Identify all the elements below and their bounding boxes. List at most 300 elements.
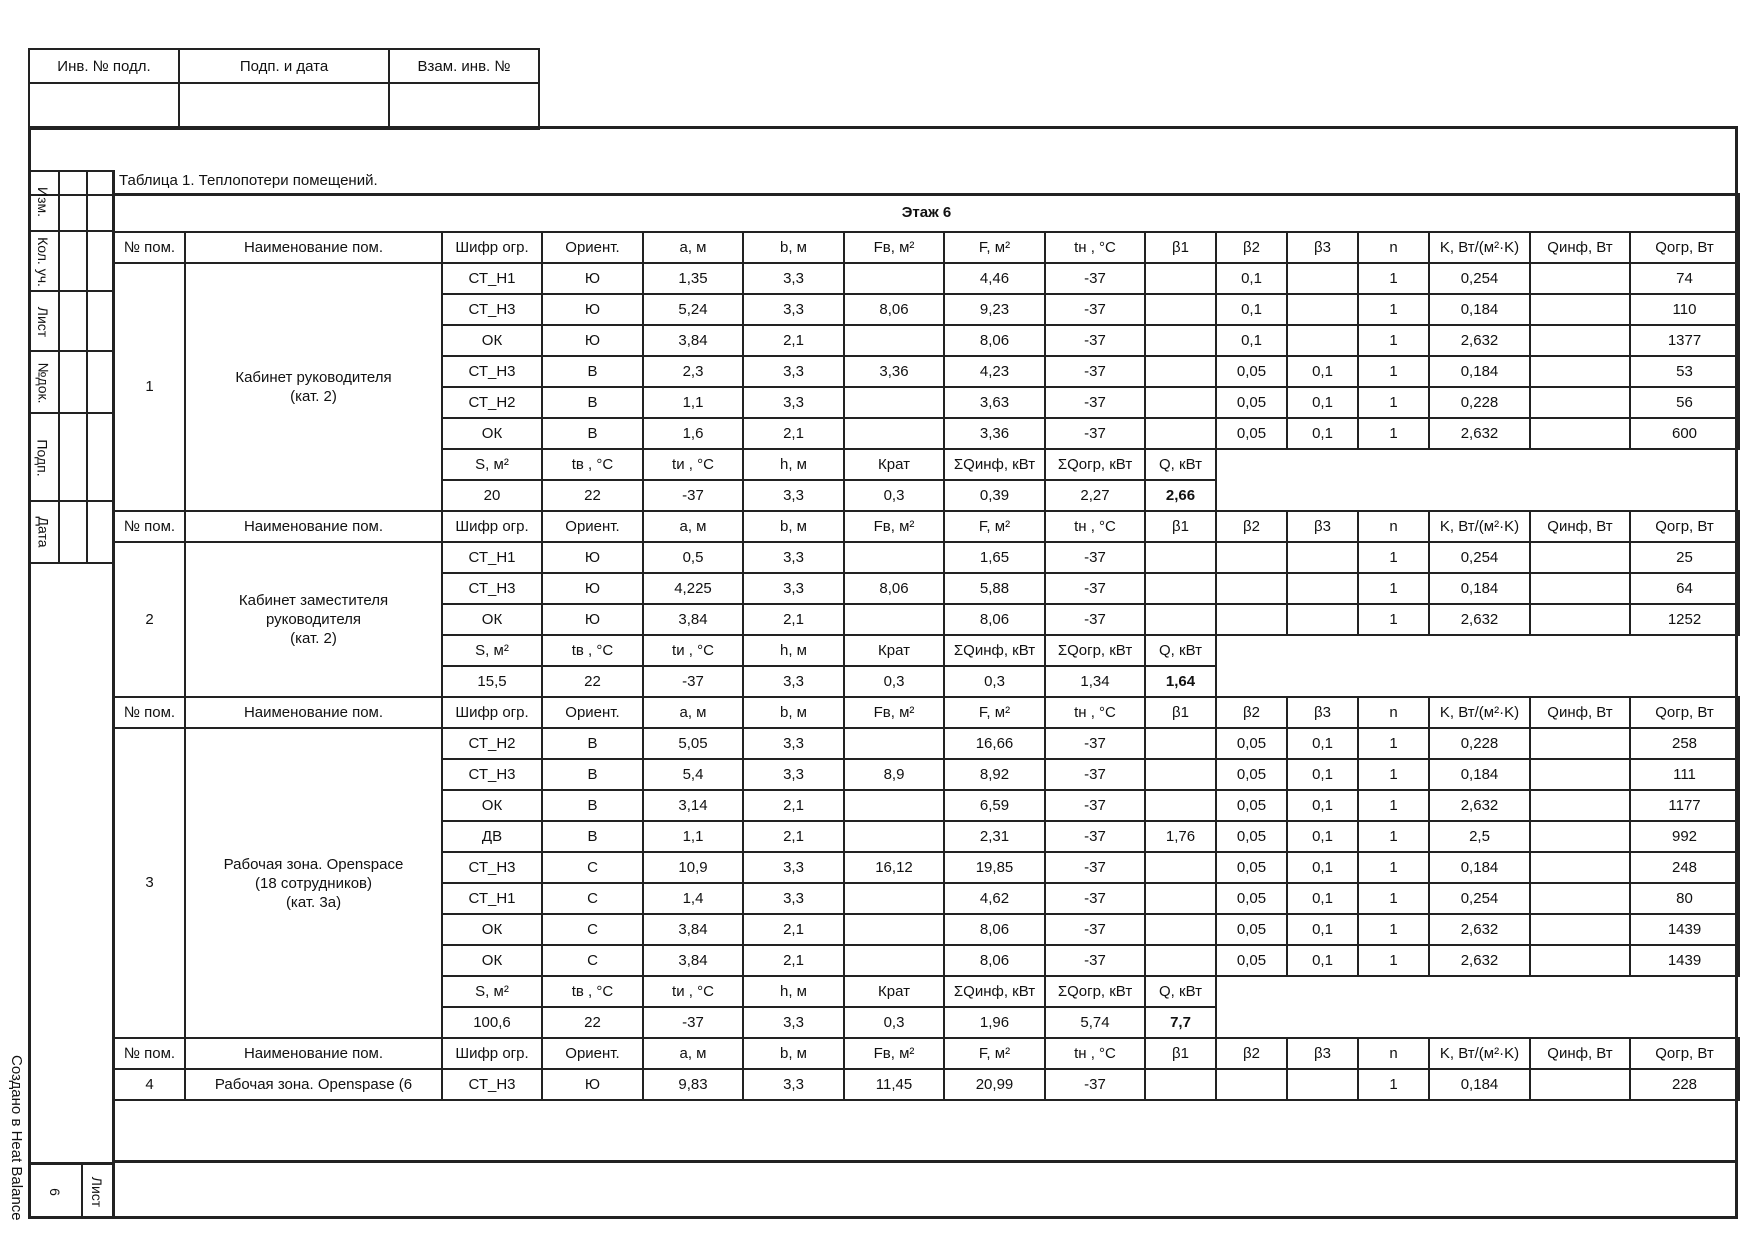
table-cell: -37 xyxy=(1045,759,1145,790)
total-heat-loss: 2,66 xyxy=(1145,480,1216,511)
table-cell: -37 xyxy=(1045,945,1145,976)
column-header: n xyxy=(1358,1038,1429,1069)
heat-loss-table xyxy=(113,193,1740,1101)
table-cell xyxy=(1287,1069,1358,1100)
table-cell: -37 xyxy=(1045,573,1145,604)
table-cell: 2,1 xyxy=(743,914,844,945)
table-cell: 0,05 xyxy=(1216,387,1287,418)
table-cell: 2,1 xyxy=(743,604,844,635)
table-cell: 1177 xyxy=(1630,790,1739,821)
column-header: Ориент. xyxy=(542,511,643,542)
table-cell xyxy=(1145,790,1216,821)
table-cell: -37 xyxy=(1045,790,1145,821)
table-cell: Ю xyxy=(542,542,643,573)
column-header: β2 xyxy=(1216,1038,1287,1069)
table-cell: 1377 xyxy=(1630,325,1739,356)
table-cell: 8,06 xyxy=(844,294,944,325)
column-header: F, м² xyxy=(944,511,1045,542)
table-cell: 2,1 xyxy=(743,945,844,976)
column-header: Ориент. xyxy=(542,232,643,263)
summary-header: h, м xyxy=(743,976,844,1007)
summary-header: ΣQинф, кВт xyxy=(944,635,1045,666)
column-header: Qогр, Вт xyxy=(1630,232,1739,263)
table-cell: 0,1 xyxy=(1287,821,1358,852)
table-cell xyxy=(844,821,944,852)
table-cell xyxy=(1287,263,1358,294)
table-cell: С xyxy=(542,852,643,883)
table-cell: 2,1 xyxy=(743,418,844,449)
table-cell: В xyxy=(542,821,643,852)
table-cell: 5,88 xyxy=(944,573,1045,604)
table-cell: 3,84 xyxy=(643,325,743,356)
table-cell xyxy=(844,914,944,945)
table-cell: 2,632 xyxy=(1429,790,1530,821)
table-cell: 2,632 xyxy=(1429,914,1530,945)
room-name xyxy=(185,1069,442,1100)
table-cell xyxy=(844,883,944,914)
table-cell xyxy=(1216,573,1287,604)
column-header: F, м² xyxy=(944,1038,1045,1069)
table-cell: 3,3 xyxy=(743,356,844,387)
table-cell: 1 xyxy=(1358,263,1429,294)
table-cell: 1,4 xyxy=(643,883,743,914)
table-cell: СТ_Н3 xyxy=(442,852,542,883)
column-header: Шифр огр. xyxy=(442,697,542,728)
table-cell: В xyxy=(542,759,643,790)
column-header: β1 xyxy=(1145,1038,1216,1069)
side-izm-label: Изм. xyxy=(35,187,51,217)
table-cell: 1 xyxy=(1358,573,1429,604)
side-podp xyxy=(28,412,114,502)
column-header: Наименование пом. xyxy=(185,697,442,728)
table-cell: 3,63 xyxy=(944,387,1045,418)
table-row xyxy=(114,728,1739,759)
summary-header: tи , °C xyxy=(643,635,743,666)
column-header: № пом. xyxy=(114,232,185,263)
table-cell: 2,5 xyxy=(1429,821,1530,852)
table-cell: -37 xyxy=(1045,542,1145,573)
summary-header: ΣQогр, кВт xyxy=(1045,449,1145,480)
table-cell: 1 xyxy=(1358,1069,1429,1100)
table-cell xyxy=(1530,883,1630,914)
summary-header: tи , °C xyxy=(643,976,743,1007)
table-cell: 3,36 xyxy=(944,418,1045,449)
table-cell: 2,31 xyxy=(944,821,1045,852)
room-number: 4 xyxy=(114,1069,185,1100)
table-cell: 1 xyxy=(1358,325,1429,356)
table-cell: 9,23 xyxy=(944,294,1045,325)
table-cell: -37 xyxy=(1045,294,1145,325)
table-cell: СТ_Н3 xyxy=(442,573,542,604)
table-cell: 0,1 xyxy=(1287,759,1358,790)
table-cell xyxy=(1530,263,1630,294)
table-cell: 0,184 xyxy=(1429,356,1530,387)
table-cell: 0,05 xyxy=(1216,883,1287,914)
table-cell xyxy=(1530,573,1630,604)
summary-value: 0,39 xyxy=(944,480,1045,511)
table-cell: 1 xyxy=(1358,945,1429,976)
table-cell: 0,184 xyxy=(1429,294,1530,325)
table-caption: Таблица 1. Теплопотери помещений. xyxy=(119,172,378,189)
table-cell: ОК xyxy=(442,604,542,635)
column-header: n xyxy=(1358,511,1429,542)
table-cell xyxy=(844,945,944,976)
table-cell: 4,62 xyxy=(944,883,1045,914)
room-name xyxy=(185,728,442,1038)
summary-header: Q, кВт xyxy=(1145,635,1216,666)
summary-value: 5,74 xyxy=(1045,1007,1145,1038)
table-cell: 1 xyxy=(1358,883,1429,914)
column-header: Fв, м² xyxy=(844,697,944,728)
room-number: 2 xyxy=(114,542,185,697)
summary-value: -37 xyxy=(643,666,743,697)
summary-value: 1,96 xyxy=(944,1007,1045,1038)
table-cell: 1 xyxy=(1358,387,1429,418)
table-cell: 1252 xyxy=(1630,604,1739,635)
column-header: β2 xyxy=(1216,697,1287,728)
table-cell: СТ_Н2 xyxy=(442,728,542,759)
table-cell: 0,1 xyxy=(1287,945,1358,976)
table-cell: 1,65 xyxy=(944,542,1045,573)
summary-value: 100,6 xyxy=(442,1007,542,1038)
stamp-sign-label: Подп. и дата xyxy=(179,49,389,83)
column-header: Qинф, Вт xyxy=(1530,232,1630,263)
table-cell xyxy=(1287,325,1358,356)
table-cell: 3,3 xyxy=(743,1069,844,1100)
summary-header: tв , °C xyxy=(542,635,643,666)
table-cell xyxy=(1530,728,1630,759)
table-cell xyxy=(1530,821,1630,852)
table-cell xyxy=(1216,542,1287,573)
column-header: Ориент. xyxy=(542,1038,643,1069)
column-header: a, м xyxy=(643,511,743,542)
sheet-number-value: 6 xyxy=(46,1188,63,1196)
table-cell xyxy=(1530,852,1630,883)
stamp-inv-label: Инв. № подл. xyxy=(29,49,179,83)
table-cell: 0,1 xyxy=(1287,883,1358,914)
column-header: Qогр, Вт xyxy=(1630,697,1739,728)
table-cell: 1,76 xyxy=(1145,821,1216,852)
table-cell xyxy=(1530,1069,1630,1100)
table-row xyxy=(114,1069,1739,1100)
stamp-table xyxy=(28,48,540,130)
room-name-line: Кабинет заместителя xyxy=(238,592,389,609)
table-cell xyxy=(1145,883,1216,914)
column-header: b, м xyxy=(743,697,844,728)
summary-value: -37 xyxy=(643,1007,743,1038)
column-header: № пом. xyxy=(114,511,185,542)
summary-value: 0,3 xyxy=(844,1007,944,1038)
column-header: K, Вт/(м²·K) xyxy=(1429,1038,1530,1069)
table-cell: 5,4 xyxy=(643,759,743,790)
side-izm xyxy=(28,170,114,232)
table-cell: 0,184 xyxy=(1429,1069,1530,1100)
table-cell: 8,06 xyxy=(944,604,1045,635)
table-cell: С xyxy=(542,883,643,914)
column-header: a, м xyxy=(643,1038,743,1069)
table-cell: 3,36 xyxy=(844,356,944,387)
table-cell: СТ_Н3 xyxy=(442,356,542,387)
table-cell: 1 xyxy=(1358,728,1429,759)
table-cell xyxy=(1287,542,1358,573)
column-header: b, м xyxy=(743,1038,844,1069)
table-cell xyxy=(1530,945,1630,976)
floor-row xyxy=(114,194,1739,232)
column-header: Ориент. xyxy=(542,697,643,728)
table-cell: 3,3 xyxy=(743,573,844,604)
table-cell xyxy=(844,263,944,294)
table-cell: 0,254 xyxy=(1429,263,1530,294)
table-cell: В xyxy=(542,356,643,387)
table-cell: В xyxy=(542,387,643,418)
table-cell: 1439 xyxy=(1630,914,1739,945)
table-cell: 258 xyxy=(1630,728,1739,759)
table-cell: 0,228 xyxy=(1429,387,1530,418)
table-cell: Ю xyxy=(542,1069,643,1100)
table-cell xyxy=(1530,294,1630,325)
table-cell: 1 xyxy=(1358,759,1429,790)
table-cell: С xyxy=(542,945,643,976)
table-cell xyxy=(1287,573,1358,604)
table-cell: В xyxy=(542,728,643,759)
summary-header: Q, кВт xyxy=(1145,976,1216,1007)
table-cell: 0,05 xyxy=(1216,759,1287,790)
table-cell: 0,254 xyxy=(1429,883,1530,914)
table-cell: СТ_Н3 xyxy=(442,759,542,790)
side-podp-label: Подп. xyxy=(35,439,51,477)
table-cell: 1 xyxy=(1358,294,1429,325)
column-header: F, м² xyxy=(944,697,1045,728)
table-cell: В xyxy=(542,418,643,449)
column-header: β2 xyxy=(1216,511,1287,542)
table-cell xyxy=(1530,790,1630,821)
table-cell: 9,83 xyxy=(643,1069,743,1100)
column-header: β3 xyxy=(1287,232,1358,263)
summary-header: h, м xyxy=(743,449,844,480)
table-cell: 0,05 xyxy=(1216,418,1287,449)
stamp-replace-label: Взам. инв. № xyxy=(389,49,539,83)
table-cell xyxy=(1530,914,1630,945)
room-number: 1 xyxy=(114,263,185,511)
table-cell xyxy=(1145,542,1216,573)
table-cell: 56 xyxy=(1630,387,1739,418)
table-cell: 600 xyxy=(1630,418,1739,449)
table-cell: 1 xyxy=(1358,790,1429,821)
table-cell: 10,9 xyxy=(643,852,743,883)
table-cell: ОК xyxy=(442,914,542,945)
side-ndok-label: №док. xyxy=(35,362,51,404)
table-cell: 1 xyxy=(1358,604,1429,635)
summary-value: 22 xyxy=(542,666,643,697)
table-cell: 2,1 xyxy=(743,325,844,356)
table-cell: 0,5 xyxy=(643,542,743,573)
table-cell: -37 xyxy=(1045,883,1145,914)
table-cell: 0,184 xyxy=(1429,852,1530,883)
summary-header: ΣQинф, кВт xyxy=(944,976,1045,1007)
column-header: Fв, м² xyxy=(844,511,944,542)
table-cell: 5,24 xyxy=(643,294,743,325)
side-kol-label: Кол. уч. xyxy=(35,237,52,287)
table-cell: 5,05 xyxy=(643,728,743,759)
table-cell xyxy=(1145,1069,1216,1100)
table-cell: 8,06 xyxy=(944,325,1045,356)
table-cell: 8,9 xyxy=(844,759,944,790)
table-cell: СТ_Н3 xyxy=(442,1069,542,1100)
table-cell: 3,3 xyxy=(743,728,844,759)
room-name-line: Рабочая зона. Openspace xyxy=(223,855,404,873)
table-cell: 1,35 xyxy=(643,263,743,294)
column-header: b, м xyxy=(743,232,844,263)
table-cell: 110 xyxy=(1630,294,1739,325)
table-cell: 111 xyxy=(1630,759,1739,790)
summary-header: h, м xyxy=(743,635,844,666)
summary-value: 3,3 xyxy=(743,666,844,697)
column-header: b, м xyxy=(743,511,844,542)
column-header: Шифр огр. xyxy=(442,1038,542,1069)
summary-header: Q, кВт xyxy=(1145,449,1216,480)
table-cell: 8,92 xyxy=(944,759,1045,790)
table-cell xyxy=(1145,759,1216,790)
table-cell xyxy=(1530,604,1630,635)
table-cell: 1 xyxy=(1358,914,1429,945)
side-list-label: Лист xyxy=(35,306,52,338)
table-cell: 3,3 xyxy=(743,387,844,418)
table-cell: 0,184 xyxy=(1429,759,1530,790)
column-header: № пом. xyxy=(114,1038,185,1069)
table-cell: 0,05 xyxy=(1216,821,1287,852)
table-cell: 0,254 xyxy=(1429,542,1530,573)
table-cell: 0,1 xyxy=(1287,852,1358,883)
table-cell: 53 xyxy=(1630,356,1739,387)
summary-value: 3,3 xyxy=(743,480,844,511)
table-row xyxy=(114,263,1739,294)
column-header-row xyxy=(114,697,1739,728)
table-cell: 4,46 xyxy=(944,263,1045,294)
table-cell xyxy=(844,325,944,356)
table-cell: 3,3 xyxy=(743,759,844,790)
table-cell: 8,06 xyxy=(944,914,1045,945)
table-cell: СТ_Н1 xyxy=(442,263,542,294)
table-cell: 0,1 xyxy=(1287,387,1358,418)
table-cell: 2,1 xyxy=(743,821,844,852)
table-cell: 3,84 xyxy=(643,604,743,635)
table-cell: 4,23 xyxy=(944,356,1045,387)
table-cell: 74 xyxy=(1630,263,1739,294)
table-cell: С xyxy=(542,914,643,945)
sheet-number xyxy=(28,1165,83,1219)
table-cell: -37 xyxy=(1045,418,1145,449)
side-data-label: Дата xyxy=(35,516,52,548)
room-number: 3 xyxy=(114,728,185,1038)
column-header: Fв, м² xyxy=(844,232,944,263)
column-header: β1 xyxy=(1145,697,1216,728)
table-cell xyxy=(1145,945,1216,976)
summary-value: -37 xyxy=(643,480,743,511)
table-cell: -37 xyxy=(1045,604,1145,635)
table-cell: 0,1 xyxy=(1287,728,1358,759)
column-header: tн , °C xyxy=(1045,697,1145,728)
table-cell: -37 xyxy=(1045,1069,1145,1100)
table-cell: Ю xyxy=(542,604,643,635)
side-ndok xyxy=(28,350,114,414)
table-cell xyxy=(1145,418,1216,449)
summary-value: 0,3 xyxy=(944,666,1045,697)
table-cell: 0,184 xyxy=(1429,573,1530,604)
room-name-line: (кат. 2) xyxy=(290,630,337,647)
table-cell: 3,3 xyxy=(743,852,844,883)
column-header: β3 xyxy=(1287,1038,1358,1069)
table-cell: 248 xyxy=(1630,852,1739,883)
summary-blank xyxy=(1216,449,1739,511)
column-header: Наименование пом. xyxy=(185,232,442,263)
table-cell: ОК xyxy=(442,325,542,356)
table-cell: 1 xyxy=(1358,852,1429,883)
side-kol xyxy=(28,230,114,292)
column-header: K, Вт/(м²·K) xyxy=(1429,232,1530,263)
table-cell: 8,06 xyxy=(944,945,1045,976)
table-cell xyxy=(1145,728,1216,759)
table-cell: 2,1 xyxy=(743,790,844,821)
column-header: F, м² xyxy=(944,232,1045,263)
table-cell: 0,1 xyxy=(1287,914,1358,945)
side-list xyxy=(28,290,114,352)
floor-title: Этаж 6 xyxy=(114,194,1739,232)
column-header-row xyxy=(114,1038,1739,1069)
total-heat-loss: 1,64 xyxy=(1145,666,1216,697)
summary-header: Крат xyxy=(844,635,944,666)
table-cell xyxy=(844,387,944,418)
summary-value: 0,3 xyxy=(844,666,944,697)
table-cell: 0,05 xyxy=(1216,945,1287,976)
column-header: K, Вт/(м²·K) xyxy=(1429,511,1530,542)
summary-header: tи , °C xyxy=(643,449,743,480)
table-cell: 0,05 xyxy=(1216,852,1287,883)
table-cell: 20,99 xyxy=(944,1069,1045,1100)
column-header: K, Вт/(м²·K) xyxy=(1429,697,1530,728)
table-cell xyxy=(1530,325,1630,356)
table-cell xyxy=(1287,604,1358,635)
table-cell: 3,3 xyxy=(743,294,844,325)
column-header: Qинф, Вт xyxy=(1530,1038,1630,1069)
summary-header: ΣQинф, кВт xyxy=(944,449,1045,480)
table-cell: 64 xyxy=(1630,573,1739,604)
side-data xyxy=(28,500,114,564)
table-cell xyxy=(1145,604,1216,635)
column-header: β1 xyxy=(1145,232,1216,263)
summary-header: Крат xyxy=(844,976,944,1007)
room-name-line: (кат. 2) xyxy=(290,388,337,405)
table-cell xyxy=(1145,263,1216,294)
table-cell: 1 xyxy=(1358,821,1429,852)
summary-header: tв , °C xyxy=(542,449,643,480)
column-header: n xyxy=(1358,232,1429,263)
column-header: Qинф, Вт xyxy=(1530,511,1630,542)
table-cell: 3,84 xyxy=(643,914,743,945)
table-cell xyxy=(1530,542,1630,573)
table-cell: Ю xyxy=(542,263,643,294)
column-header: Qинф, Вт xyxy=(1530,697,1630,728)
table-cell: 0,1 xyxy=(1287,790,1358,821)
table-cell: -37 xyxy=(1045,914,1145,945)
table-cell: -37 xyxy=(1045,356,1145,387)
table-cell: 0,228 xyxy=(1429,728,1530,759)
summary-value: 15,5 xyxy=(442,666,542,697)
summary-value: 20 xyxy=(442,480,542,511)
summary-value: 3,3 xyxy=(743,1007,844,1038)
table-cell: 3,3 xyxy=(743,263,844,294)
column-header: Наименование пом. xyxy=(185,1038,442,1069)
table-cell xyxy=(1145,914,1216,945)
